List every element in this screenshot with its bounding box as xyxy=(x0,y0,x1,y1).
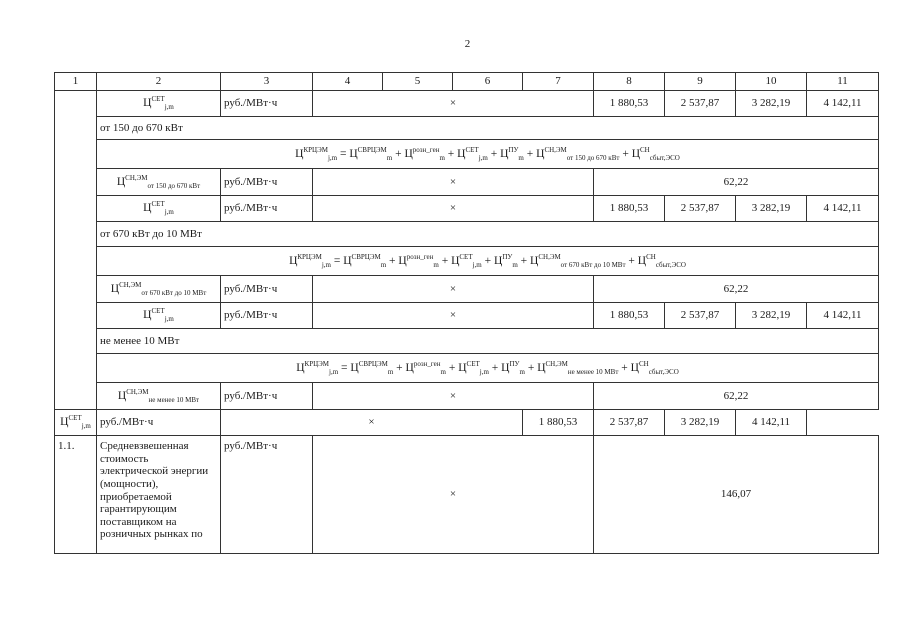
formula-cell: $Ц^{КРЦЭМ}_{j,m} = Ц^{СВРЦЭМ}_m + Ц^{розн\_ген}_m + Ц^{СЕТ}_{j,m} + Ц^{ПУ}_m + Ц^{СН,ЭМ}_{не менее 10 МВт} + Ц^{СН}_{сбыт,ЭСО}$ xyxy=(97,354,879,383)
col-header: 3 xyxy=(221,73,313,91)
col-header: 8 xyxy=(594,73,665,91)
table-row xyxy=(55,410,879,436)
table-row xyxy=(55,117,879,140)
value-cell: 4 142,11 xyxy=(807,196,879,222)
table-row xyxy=(55,247,879,276)
cross-cell: × xyxy=(313,276,594,303)
col-header: 7 xyxy=(523,73,594,91)
value-cell: 4 142,11 xyxy=(736,410,807,436)
value-cell: 4 142,11 xyxy=(807,91,879,117)
weighted-value-cell: 146,07 xyxy=(594,436,879,554)
table-row xyxy=(55,436,879,554)
value-cell: 2 537,87 xyxy=(665,196,736,222)
unit-cell: руб./МВт·ч xyxy=(221,276,313,303)
cross-cell: × xyxy=(313,91,594,117)
table-row xyxy=(55,196,879,222)
col-header: 11 xyxy=(807,73,879,91)
value-cell: 1 880,53 xyxy=(594,196,665,222)
row-number: 1.1. xyxy=(55,436,97,554)
value-cell: 2 537,87 xyxy=(594,410,665,436)
unit-cell: руб./МВт·ч xyxy=(221,303,313,329)
formula-cell: $Ц^{КРЦЭМ}_{j,m} = Ц^{СВРЦЭМ}_m + Ц^{розн\_ген}_m + Ц^{СЕТ}_{j,m} + Ц^{ПУ}_m + Ц^{СН,ЭМ}_{от 670 кВт до 10 МВт} + Ц^{СН}_{сбыт,ЭСО}$ xyxy=(97,247,879,276)
value-cell: 3 282,19 xyxy=(665,410,736,436)
value-cell: 3 282,19 xyxy=(736,91,807,117)
table-row xyxy=(55,91,879,117)
table-row xyxy=(55,140,879,169)
table-row xyxy=(55,222,879,247)
cross-cell: × xyxy=(221,410,523,436)
symbol-cell: $Ц^{СЕТ}_{j,m}$ xyxy=(97,196,221,222)
unit-cell: руб./МВт·ч xyxy=(221,169,313,196)
cross-cell: × xyxy=(313,303,594,329)
value-cell: 3 282,19 xyxy=(736,196,807,222)
unit-cell: руб./МВт·ч xyxy=(221,196,313,222)
unit-cell: руб./МВт·ч xyxy=(221,383,313,410)
value-cell: 1 880,53 xyxy=(594,303,665,329)
cross-cell: × xyxy=(313,436,594,554)
col-header: 1 xyxy=(55,73,97,91)
symbol-cell: $Ц^{СЕТ}_{j,m}$ xyxy=(97,91,221,117)
cross-cell: × xyxy=(313,383,594,410)
value-cell: 2 537,87 xyxy=(665,303,736,329)
band-title: не менее 10 МВт xyxy=(97,329,879,354)
col-header: 6 xyxy=(453,73,523,91)
cross-cell: × xyxy=(313,196,594,222)
tariff-table xyxy=(54,72,879,554)
symbol-cell: $Ц^{СН,ЭМ}_{от 150 до 670 кВт}$ xyxy=(97,169,221,196)
cn-value-cell: 62,22 xyxy=(594,169,879,196)
unit-cell: руб./МВт·ч xyxy=(97,410,221,436)
header-row xyxy=(55,73,879,91)
page-number: 2 xyxy=(464,38,471,50)
unit-cell: руб./МВт·ч xyxy=(221,91,313,117)
value-cell: 1 880,53 xyxy=(523,410,594,436)
table-row xyxy=(55,383,879,410)
band-title: от 150 до 670 кВт xyxy=(97,117,879,140)
table-row xyxy=(55,169,879,196)
table-row xyxy=(55,354,879,383)
unit-cell: руб./МВт·ч xyxy=(221,436,313,554)
value-cell: 3 282,19 xyxy=(736,303,807,329)
symbol-cell: $Ц^{СЕТ}_{j,m}$ xyxy=(55,410,97,436)
symbol-cell: $Ц^{СН,ЭМ}_{не менее 10 МВт}$ xyxy=(97,383,221,410)
table-row xyxy=(55,329,879,354)
value-cell: 4 142,11 xyxy=(807,303,879,329)
cross-cell: × xyxy=(313,169,594,196)
col-header: 10 xyxy=(736,73,807,91)
col-header: 2 xyxy=(97,73,221,91)
col-header: 4 xyxy=(313,73,383,91)
table-row xyxy=(55,303,879,329)
value-cell: 1 880,53 xyxy=(594,91,665,117)
table-row xyxy=(55,276,879,303)
value-cell: 2 537,87 xyxy=(665,91,736,117)
formula-cell: $Ц^{КРЦЭМ}_{j,m} = Ц^{СВРЦЭМ}_m + Ц^{розн\_ген}_m + Ц^{СЕТ}_{j,m} + Ц^{ПУ}_m + Ц^{СН,ЭМ}_{от 150 до 670 кВт} + Ц^{СН}_{сбыт,ЭСО}$ xyxy=(97,140,879,169)
cn-value-cell: 62,22 xyxy=(594,383,879,410)
band-title: от 670 кВт до 10 МВт xyxy=(97,222,879,247)
cn-value-cell: 62,22 xyxy=(594,276,879,303)
row-description: Средневзвешенная стоимость электрической энергии (мощности), приобретаемой гарантирующим поставщиком на розничных рынках по xyxy=(97,436,221,554)
row-number-cell xyxy=(55,91,97,410)
symbol-cell: $Ц^{СН,ЭМ}_{от 670 кВт до 10 МВт}$ xyxy=(97,276,221,303)
symbol-cell: $Ц^{СЕТ}_{j,m}$ xyxy=(97,303,221,329)
col-header: 5 xyxy=(383,73,453,91)
col-header: 9 xyxy=(665,73,736,91)
